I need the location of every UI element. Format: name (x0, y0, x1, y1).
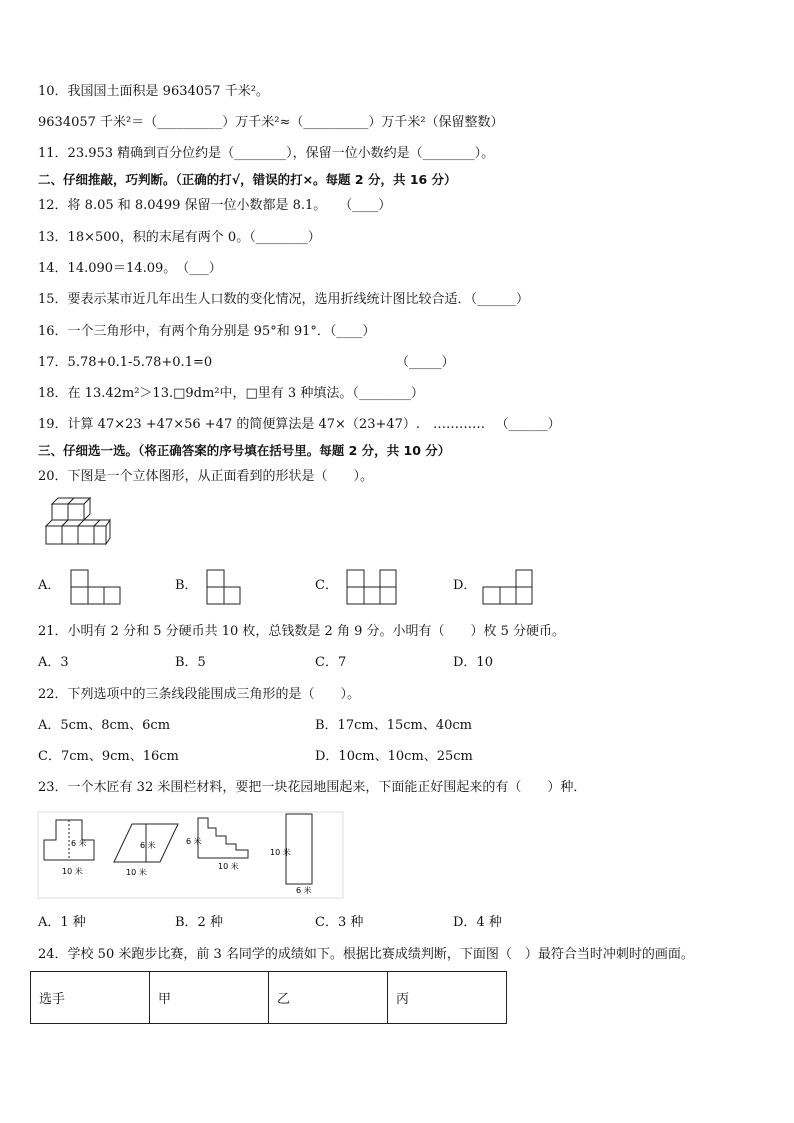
question-10: 10．我国国土面积是 9634057 千米²。 (38, 84, 269, 99)
question-18: 18．在 13.42m²＞13.□9dm²中，□里有 3 种填法。（________） (38, 386, 424, 401)
table-cell-yi: 乙 (269, 972, 388, 1024)
question-15: 15．要表示某市近几年出生人口数的变化情况，选用折线统计图比较合适．（______） (38, 292, 530, 307)
q23-label-shape1-width: 10 米 (62, 867, 83, 876)
q20-option-a-figure (70, 569, 122, 605)
q23-option-a[interactable]: A．1 种 (38, 915, 86, 930)
question-10-fill: 9634057 千米²＝（__________）万千米²≈（__________）万千米²（保留整数） (38, 115, 504, 130)
question-14: 14．14.090＝14.09。 （___） (38, 261, 222, 276)
question-23: 23．一个木匠有 32 米围栏材料，要把一块花园地围起来，下面能正好围起来的有（ ）种． (38, 780, 587, 795)
q23-label-shape4-height: 10 米 (270, 848, 291, 857)
q22-option-a[interactable]: A．5cm、8cm、6cm (38, 718, 171, 733)
question-17-blank: （_____） (396, 355, 455, 370)
q20-option-b[interactable]: B． (175, 578, 198, 593)
q21-option-a[interactable]: A．3 (38, 655, 69, 670)
q23-option-c[interactable]: C．3 种 (315, 915, 364, 930)
question-12: 12．将 8.05 和 8.0499 保留一位小数都是 8.1。 （____） (38, 198, 392, 213)
q23-label-shape1-height: 6 米 (71, 839, 87, 848)
q23-label-shape4-width: 6 米 (296, 886, 312, 895)
question-19: 19．计算 47×23 +47×56 +47 的简便算法是 47×（23+47）. ………… （______） (38, 417, 561, 432)
q24-results-table (30, 971, 507, 1024)
q20-option-b-figure (206, 569, 242, 605)
q23-label-shape3-height: 6 米 (186, 837, 202, 846)
q20-option-c-figure (346, 569, 398, 605)
q20-option-d[interactable]: D． (453, 578, 477, 593)
q23-label-shape2-height: 6 米 (140, 841, 156, 850)
q20-solid-figure (44, 498, 110, 548)
section-3-heading: 三、仔细选一选。（将正确答案的序号填在括号里。每题 2 分，共 10 分） (38, 443, 451, 458)
q21-option-d[interactable]: D．10 (453, 655, 493, 670)
question-13: 13．18×500，积的末尾有两个 0。（________） (38, 230, 321, 245)
q22-option-c[interactable]: C．7cm、9cm、16cm (38, 749, 179, 764)
question-16: 16．一个三角形中，有两个角分别是 95°和 91°．（____） (38, 324, 376, 339)
table-cell-bing: 丙 (388, 972, 507, 1024)
q20-option-c[interactable]: C． (315, 578, 338, 593)
question-21: 21．小明有 2 分和 5 分硬币共 10 枚，总钱数是 2 角 9 分。小明有（ ）枚 5 分硬币。 (38, 624, 566, 639)
q22-option-d[interactable]: D．10cm、10cm、25cm (315, 749, 473, 764)
question-20: 20．下图是一个立体图形，从正面看到的形状是（ ）。 (38, 469, 374, 484)
table-cell-jia: 甲 (150, 972, 269, 1024)
q23-label-shape2-width: 10 米 (126, 868, 147, 877)
question-24: 24．学校 50 米跑步比赛，前 3 名同学的成绩如下。根据比赛成绩判断，下面图（ ）最符合当时冲刺时的画面。 (38, 947, 694, 962)
q20-option-d-figure (482, 569, 534, 605)
q21-option-b[interactable]: B．5 (175, 655, 206, 670)
table-row (31, 972, 507, 1024)
q23-option-b[interactable]: B．2 种 (175, 915, 223, 930)
section-2-heading: 二、仔细推敲，巧判断。（正确的打√，错误的打×。每题 2 分，共 16 分） (38, 172, 457, 187)
question-22: 22．下列选项中的三条线段能围成三角形的是（ ）。 (38, 687, 361, 702)
table-cell-contestant: 选手 (31, 972, 150, 1024)
q23-label-shape3-width: 10 米 (218, 862, 239, 871)
question-11: 11．23.953 精确到百分位约是（________），保留一位小数约是（________）。 (38, 146, 495, 161)
q22-option-b[interactable]: B．17cm、15cm、40cm (315, 718, 473, 733)
q21-option-c[interactable]: C．7 (315, 655, 347, 670)
q23-shapes-figure (38, 812, 344, 900)
q23-option-d[interactable]: D．4 种 (453, 915, 502, 930)
question-17: 17．5.78+0.1-5.78+0.1=0 (38, 355, 213, 370)
q20-option-a[interactable]: A． (38, 578, 61, 593)
